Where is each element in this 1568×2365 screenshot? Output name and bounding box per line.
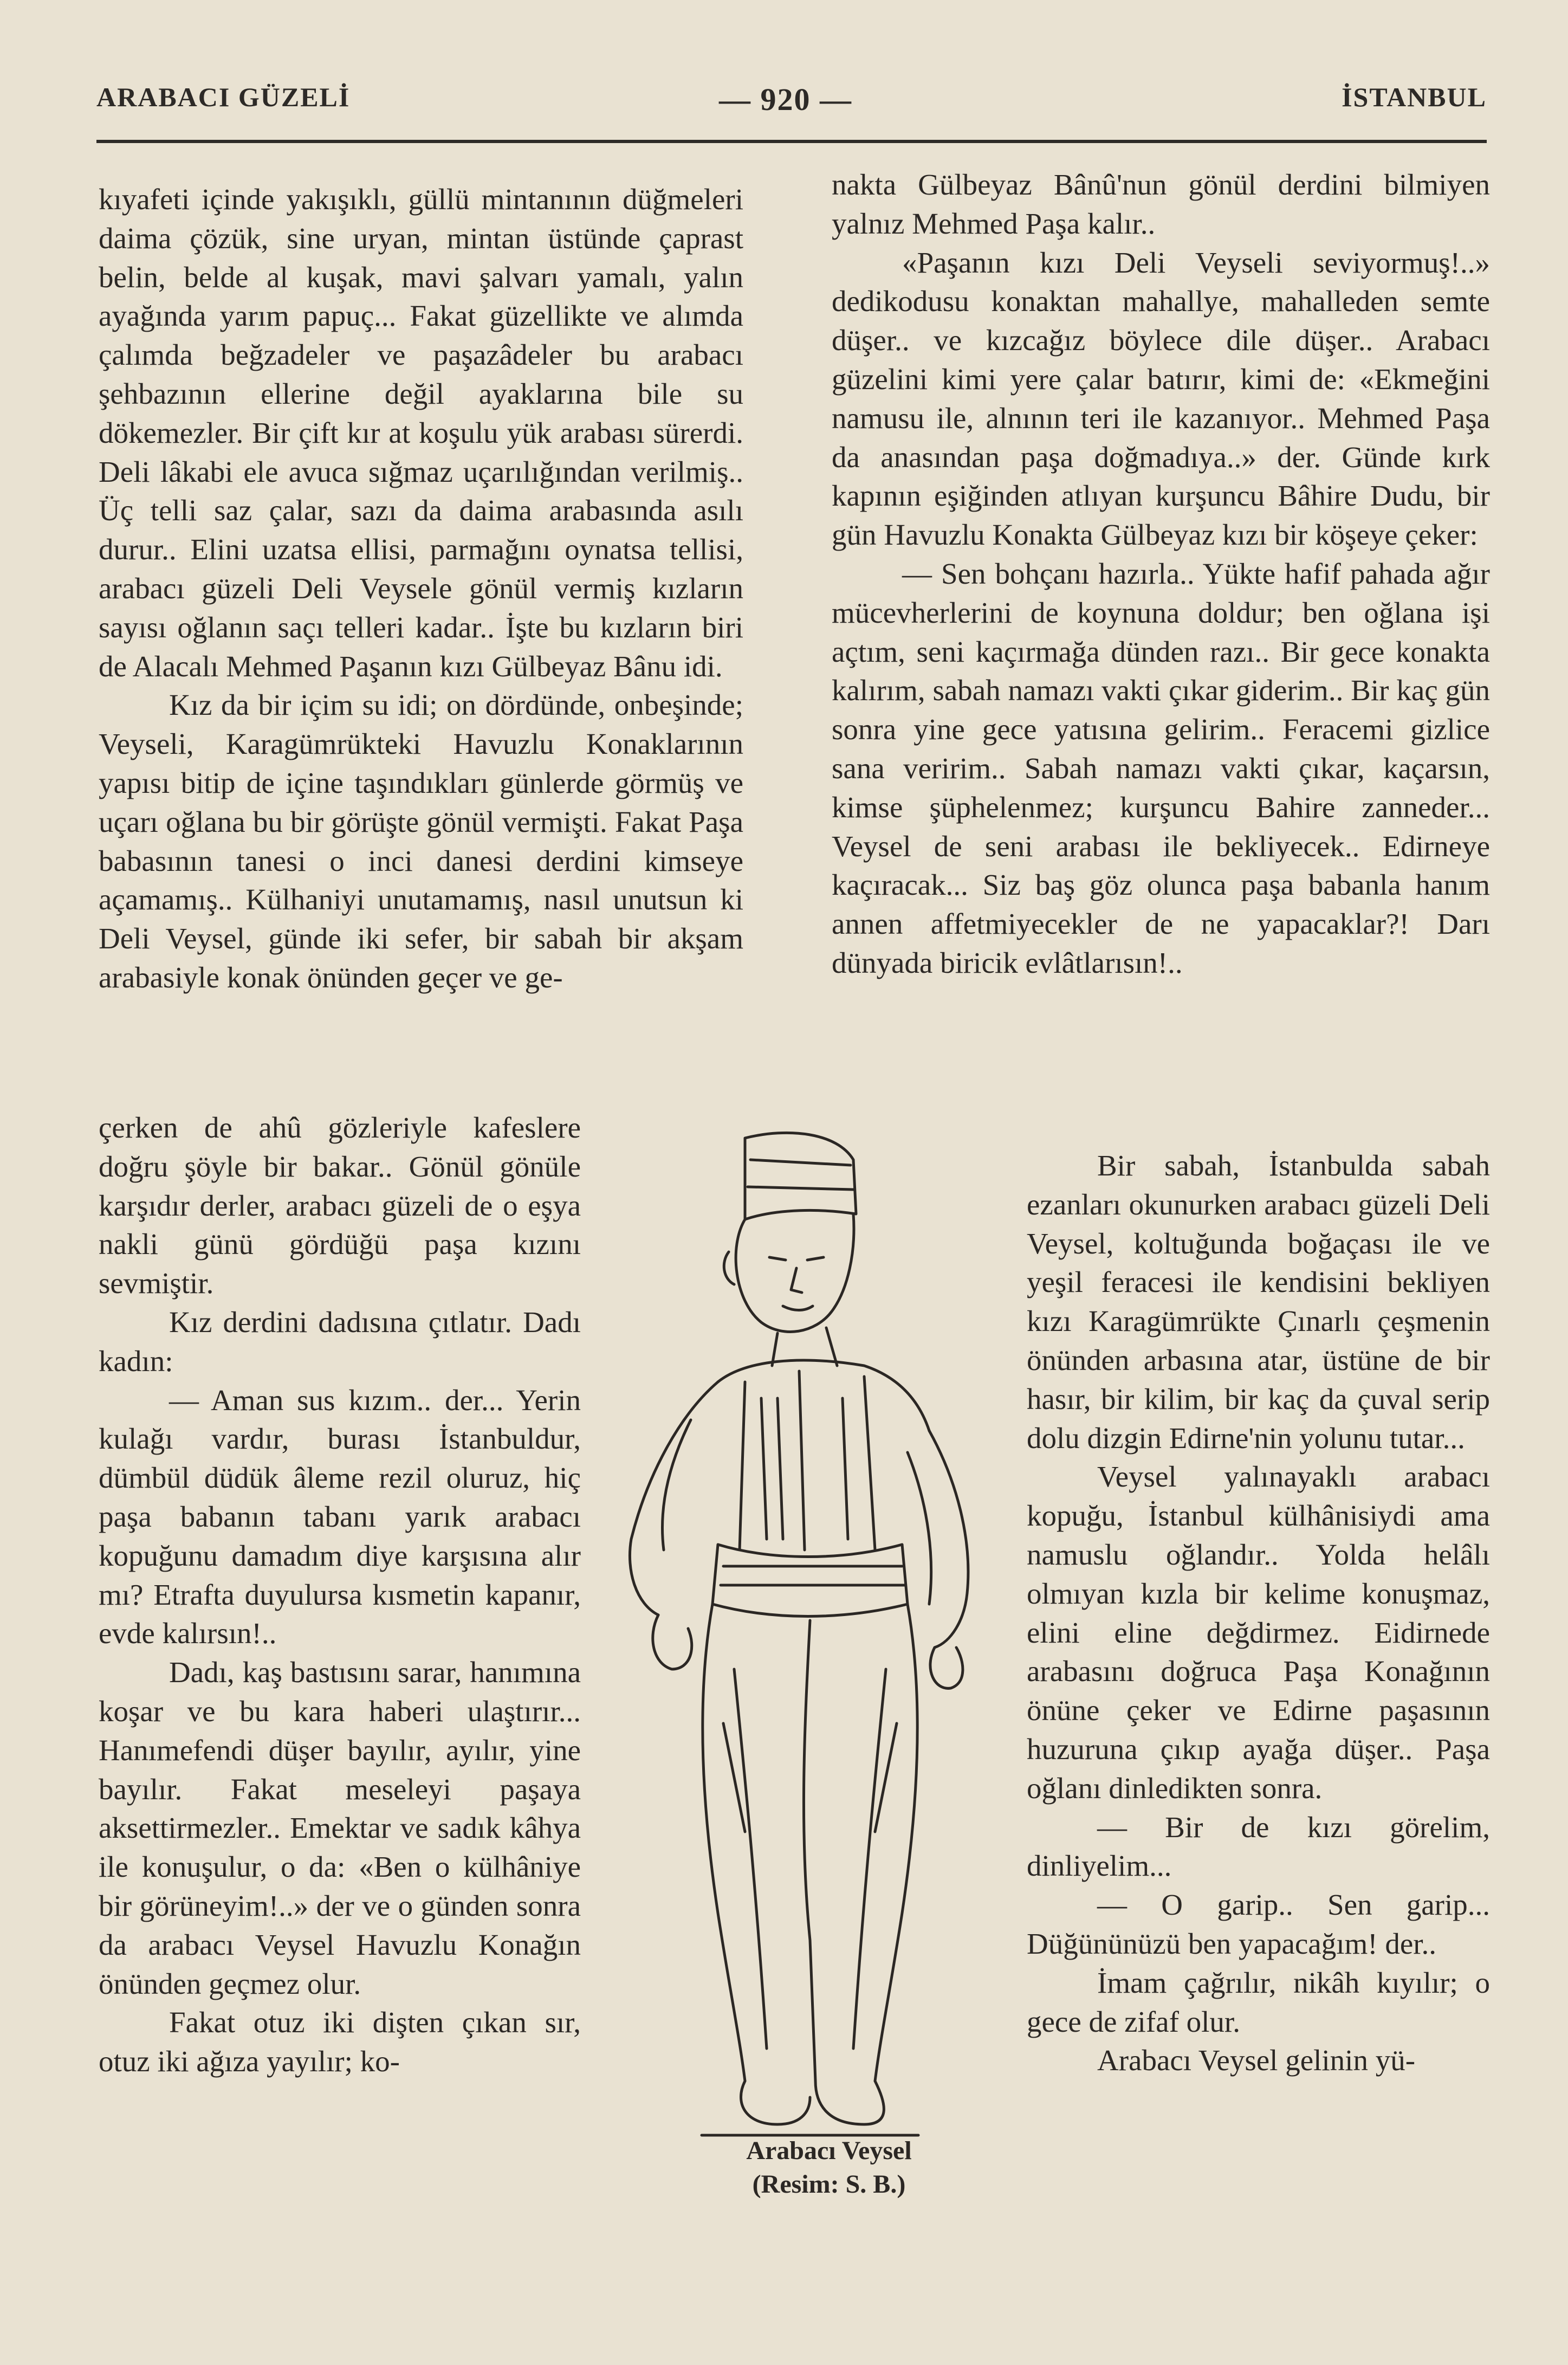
section-title: ARABACI GÜZELİ (96, 82, 351, 112)
paragraph: nakta Gülbeyaz Bânû'nun gönül derdini bilmiyen yalnız Mehmed Paşa kalır.. (832, 168, 1490, 240)
paragraph: Bir sabah, İstanbulda sabah ezanları okunurken arabacı güzeli Deli Veysel, koltuğunda boğaçası ile ve yeşil feracesi ile kendisini bekliyen kızı Karagümrükte Çınarlı çeşmenin önünden arbasına atar, üstüne de bir hasır, bir kilim, bir kaç da çuval serip dolu dizgin Edirne'nin yolunu tutar... (1027, 1149, 1490, 1455)
paragraph: İmam çağrılır, nikâh kıyılır; o gece de zifaf olur. (1027, 1966, 1490, 2038)
figure-illustration (582, 1127, 994, 2146)
right-column-upper (832, 165, 1490, 983)
header-rule (96, 140, 1487, 143)
caption-title: Arabacı Veysel (746, 2136, 912, 2165)
paragraph: Kız derdini dadısına çıtlatır. Dadı kadın: (99, 1305, 581, 1378)
paragraph: Veysel yalınayaklı arabacı kopuğu, İstanbul külhânisiydi ama namuslu oğlandır.. Yolda helâlı olmıyan kızla bir kelime konuşmaz, elini eline değdirmez. Eidirnede arabasını doğruca Paşa Konağının önüne çeker ve Edirne paşasının huzuruna çıkıp ayağa düşer.. Paşa oğlanı dinledikten sonra. (1027, 1460, 1490, 1805)
paragraph: Arabacı Veysel gelinin yü- (1097, 2044, 1416, 2077)
left-column-upper (99, 180, 743, 997)
caption-credit: (Resim: S. B.) (752, 2170, 906, 2199)
paragraph: — Sen bohçanı hazırla.. Yükte hafif pahada ağır mücevherlerini de koynuna doldur; ben oğlana işi açtım, seni kaçırmağa dünden razı.. Bir gece konakta kalırım, sabah namazı vakti çıkar giderim.. Bir kaç gün sonra yine gece yatısına gelirim.. Feracemi gizlice sana veririm.. Sabah namazı vakti çıkar, kaçarsın, kimse şüphelenmez; kurşuncu Bahire zanneder... Veysel de seni arabası ile bekliyecek.. Edirneye kaçıracak... Siz baş göz olunca paşa babanla hanım annen affetmiyecekler de ne yapacaklar?! Darı dünyada biricik evlâtlarısın!.. (832, 557, 1490, 979)
paragraph: Fakat otuz iki dişten çıkan sır, otuz iki ağıza yayılır; ko- (99, 2006, 581, 2078)
paragraph: «Paşanın kızı Deli Veyseli seviyormuş!..» dedikodusu konaktan mahallye, mahalleden semte düşer.. ve kızcağız böylece dile düşer.. Arabacı güzelini kimi yere çalar batırır, kimi de: «Ekmeğini namusu ile, alnının teri ile kazanıyor.. Mehmed Paşa da anasından paşa doğmadıya..» der. Günde kırk kapının eşiğinden atlıyan kurşuncu Bâhire Dudu, bir gün Havuzlu Konakta Gülbeyaz kızı bir köşeye çeker: (832, 245, 1490, 552)
right-column-lower (1027, 1146, 1490, 2080)
paragraph: Kız da bir içim su idi; on dördünde, onbeşinde; Veyseli, Karagümrükteki Havuzlu Konaklarının yapısı bitip de içine taşındıkları günlerde görmüş ve uçarı oğlana bu bir görüşte gönül vermişti. Fakat Paşa babasının tanesi o inci danesi derdini kimseye açamamış.. Külhaniyi unutamamış, nasıl unutsun ki Deli Veysel, günde iki sefer, bir sabah bir akşam arabasiyle konak önünden geçer ve ge- (99, 688, 743, 994)
left-column-lower (99, 1108, 581, 2081)
paragraph: — Bir de kızı görelim, dinliyelim... (1027, 1810, 1490, 1883)
page-number: — 920 — (719, 82, 852, 117)
paragraph: — Aman sus kızım.. der... Yerin kulağı vardır, burası İstanbuldur, dümbül düdük âleme rezil oluruz, hiç paşa babanın tabanı yarık arabacı kopuğunu damadım diye karşısına alır mı? Etrafta duyulursa kısmetin kapanır, evde kalırsın!.. (99, 1383, 581, 1650)
paragraph: kıyafeti içinde yakışıklı, güllü mintanının düğmeleri daima çözük, sine uryan, mintan üstünde çaprast belin, belde al kuşak, mavi şalvarı yamalı, yalın ayağında yarım papuç... Fakat güzellikte ve alımda çalımda beğzadeler ve paşazâdeler bu arabacı şehbazının ellerine değil ayaklarına bile su dökemezler. Bir çift kır at koşulu yük arabası sürerdi. Deli lâkabi ele avuca sığmaz uçarılığından verilmiş.. Üç telli saz çalar, sazı da daima arabasında asılı durur.. Elini uzatsa ellisi, parmağını oynatsa tellisi, arabacı güzeli Deli Veysele gönül vermiş kızların sayısı oğlanın saçı telleri kadar.. İşte bu kızların biri de Alacalı Mehmed Paşanın kızı Gülbeyaz Bânu idi. (99, 183, 743, 683)
illustration-caption (721, 2134, 937, 2201)
paragraph: — O garip.. Sen garip... Düğününüzü ben yapacağım! der.. (1027, 1888, 1490, 1960)
magazine-name: İSTANBUL (1342, 82, 1487, 112)
paragraph: çerken de ahû gözleriyle kafeslere doğru şöyle bir bakar.. Gönül gönüle karşıdır derler, arabacı güzeli de o eşya nakli günü gördüğü paşa kızını sevmiştir. (99, 1111, 581, 1300)
paragraph: Dadı, kaş bastısını sarar, hanımına koşar ve bu kara haberi ulaştırır... Hanımefendi düşer bayılır, ayılır, yine bayılır. Fakat meseleyi paşaya aksettirmezler.. Emektar ve sadık kâhya ile konuşulur, o da: «Ben o külhâniye bir görüneyim!..» der ve o günden sonra da arabacı Veysel Havuzlu Konağın önünden geçmez olur. (99, 1656, 581, 2000)
